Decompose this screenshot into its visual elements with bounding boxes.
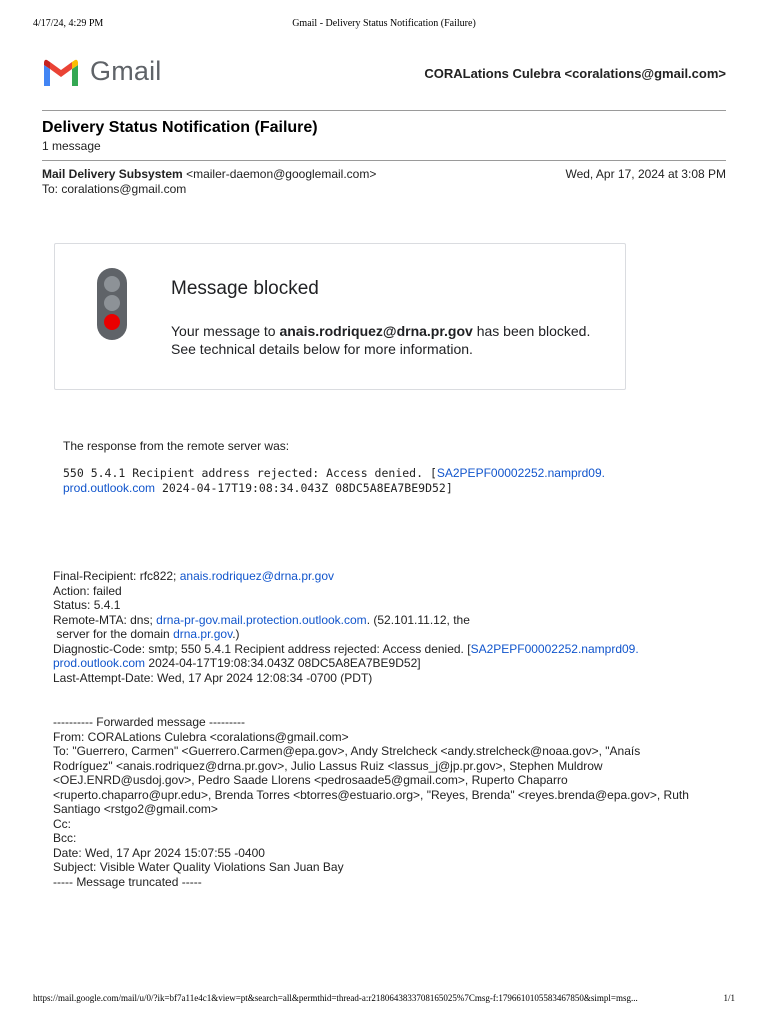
final-recipient-label: Final-Recipient: rfc822; [53, 569, 180, 583]
diagnostic-line [53, 642, 733, 657]
print-footer [33, 993, 735, 1005]
print-title: Gmail - Delivery Status Notification (Failure) [292, 18, 476, 29]
message-date: Wed, Apr 17, 2024 at 3:08 PM [565, 167, 726, 181]
remote-mta-line [53, 613, 733, 628]
message-count: 1 message [42, 139, 101, 153]
message-truncated: ----- Message truncated ----- [53, 874, 202, 889]
sender-name: Mail Delivery Subsystem [42, 167, 183, 181]
status-line: Status: 5.4.1 [53, 598, 121, 612]
final-recipient-link[interactable]: anais.rodriquez@drna.pr.gov [179, 569, 335, 583]
server-link[interactable]: SA2PEPF00002252.namprd09. [436, 466, 605, 480]
traffic-light-top [104, 276, 120, 292]
traffic-light-icon [97, 268, 127, 340]
response-code [63, 466, 663, 496]
remote-mta-suffix: . (52.101.11.12, the [366, 612, 470, 627]
forwarded-header: ---------- Forwarded message --------- [53, 715, 245, 729]
remote-mta-link[interactable]: drna-pr-gov.mail.protection.outlook.com [156, 612, 367, 627]
forwarded-to-2: Rodríguez" <anais.rodriquez@drna.pr.gov>, Julio Lassus Ruiz <lassus_j@jp.pr.gov>, Stephen Muldrow [53, 758, 603, 773]
diagnostic-prefix: Diagnostic-Code: smtp; 550 5.4.1 Recipient address rejected: Access denied. [ [53, 641, 471, 656]
subject-divider [42, 160, 726, 161]
recipient-line: To: coralations@gmail.com [42, 182, 187, 196]
forwarded-to-4: <ruperto.chaparro@upr.edu>, Brenda Torres <btorres@estuario.org>, "Reyes, Brenda" <reyes.brenda@epa.gov>, Ruth [53, 787, 689, 802]
action-line: Action: failed [53, 583, 122, 598]
sender-email: <mailer-daemon@googlemail.com> [186, 167, 377, 181]
print-datetime: 4/17/24, 4:29 PM [33, 18, 104, 29]
gmail-logo-icon [42, 58, 80, 88]
print-header [33, 18, 735, 32]
last-attempt-line: Last-Attempt-Date: Wed, 17 Apr 2024 12:08:34 -0700 (PDT) [53, 670, 373, 685]
response-code-suffix: 2024-04-17T19:08:34.043Z 08DC5A8EA7BE9D52] [155, 481, 453, 495]
thread-subject: Delivery Status Notification (Failure) [42, 119, 318, 136]
blocked-body-prefix: Your message to [171, 323, 280, 339]
page-number: 1/1 [723, 993, 735, 1003]
diagnostic-server-link[interactable]: SA2PEPF00002252.namprd09. [470, 641, 639, 656]
forwarded-date: Date: Wed, 17 Apr 2024 15:07:55 -0400 [53, 845, 265, 860]
server-domain-suffix: .) [232, 627, 240, 641]
response-code-prefix: 550 5.4.1 Recipient address rejected: Access denied. [ [63, 466, 437, 480]
forwarded-bcc: Bcc: [53, 831, 77, 845]
blocked-description [171, 322, 601, 358]
blocked-body-suffix: has been blocked. See technical details below for more information. [171, 323, 591, 357]
sender-line [42, 167, 376, 181]
diagnostic-server-link-continued[interactable]: prod.outlook.com [53, 656, 146, 670]
gmail-header [42, 56, 726, 92]
diagnostic-line-continued [53, 656, 733, 671]
message-blocked-card [54, 243, 626, 390]
forwarded-to-1: To: "Guerrero, Carmen" <Guerrero.Carmen@epa.gov>, Andy Strelcheck <andy.strelcheck@noaa.gov>, "Anaís [53, 744, 641, 758]
server-domain-prefix: server for the domain [53, 627, 174, 641]
forwarded-subject: Subject: Visible Water Quality Violations San Juan Bay [53, 860, 344, 874]
forwarded-message [53, 715, 723, 889]
domain-link[interactable]: drna.pr.gov [173, 627, 233, 641]
forwarded-from: From: CORALations Culebra <coralations@gmail.com> [53, 729, 349, 744]
blocked-recipient: anais.rodriquez@drna.pr.gov [279, 323, 473, 339]
account-label: CORALations Culebra <coralations@gmail.com> [424, 66, 726, 81]
traffic-light-middle [104, 295, 120, 311]
traffic-light-red [104, 314, 120, 330]
header-divider [42, 110, 726, 111]
technical-details [53, 569, 733, 685]
server-link-continued[interactable]: prod.outlook.com [63, 481, 156, 495]
forwarded-to-5: Santiago <rstgo2@gmail.com> [53, 802, 218, 816]
diagnostic-suffix: 2024-04-17T19:08:34.043Z 08DC5A8EA7BE9D52] [145, 656, 421, 670]
forwarded-to-3: <OEJ.ENRD@usdoj.gov>, Pedro Saade Llorens <pedrosaade5@gmail.com>, Ruperto Chaparro [53, 773, 568, 787]
final-recipient-line [53, 569, 733, 584]
forwarded-cc: Cc: [53, 816, 71, 831]
gmail-wordmark: Gmail [90, 56, 162, 86]
server-domain-line [53, 627, 733, 642]
blocked-title: Message blocked [171, 278, 319, 299]
print-url: https://mail.google.com/mail/u/0/?ik=bf7a11e4c1&view=pt&search=all&permthid=thread-a:r2180643833708165025%7Cmsg-f:1796610105583467850&simpl=msg... [33, 993, 638, 1003]
response-intro: The response from the remote server was: [63, 439, 290, 453]
remote-mta-label: Remote-MTA: dns; [53, 612, 157, 627]
